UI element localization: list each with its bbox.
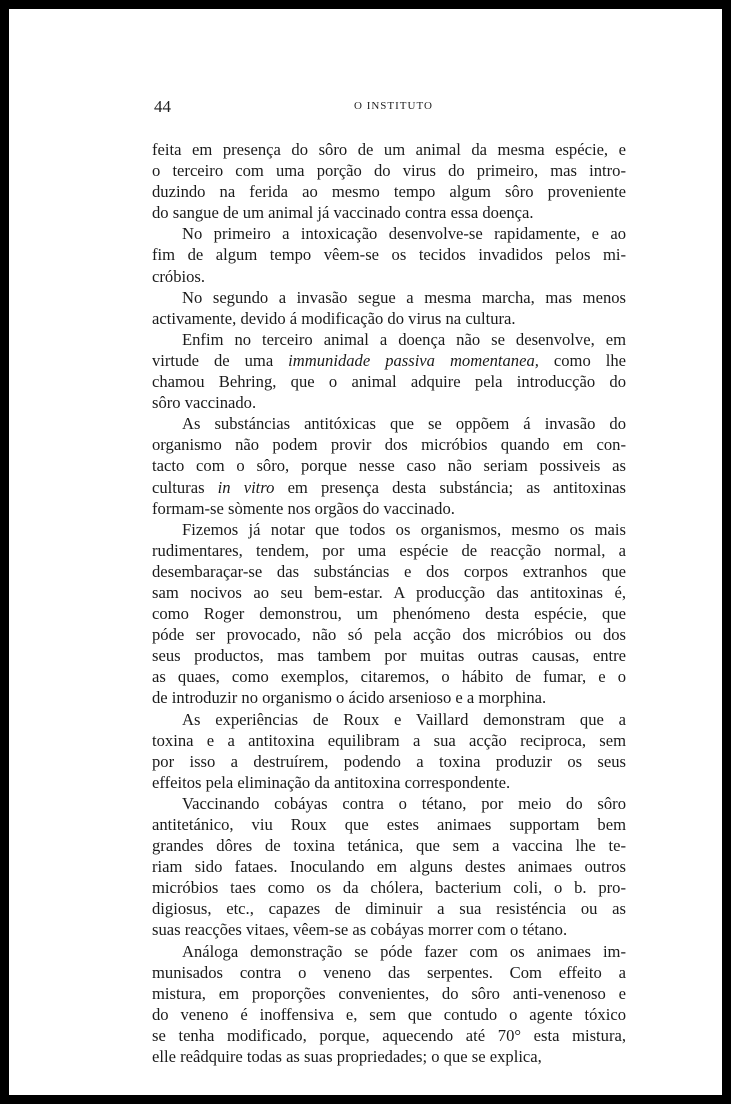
text-line [152, 877, 626, 898]
text-run: effeitos pela eliminação da antitoxina correspondente. [152, 772, 511, 792]
text-run: grandes dôres de toxina tetánica, que sem a vaccina lhe te- [152, 836, 626, 856]
running-head: O INSTITUTO [354, 100, 433, 112]
text-run: riam sido fataes. Inoculando em alguns destes animaes outros [152, 857, 626, 877]
text-run: de introduzir no organismo o ácido arsenioso e a morphina. [152, 688, 547, 708]
text-run: sam nocivos ao seu bem-estar. A producção das antitoxinas é, [152, 582, 626, 602]
text-line [152, 582, 626, 603]
text-run: fim de algum tempo vêem-se os tecidos invadidos pelos mi- [152, 245, 626, 265]
text-line [152, 645, 626, 666]
text-run: Vaccinando cobáyas contra o tétano, por meio do sôro [182, 793, 626, 813]
text-line [152, 751, 626, 772]
text-run: Fizemos já notar que todos os organismos, mesmo os mais [182, 519, 626, 539]
text-run: munisados contra o veneno das serpentes. Com effeito a [152, 962, 626, 982]
text-run: suas reacções vitaes, vêem-se as cobáyas morrer com o tétano. [152, 920, 568, 940]
text-run: as quaes, como exemplos, citaremos, o hábito de fumar, e o [152, 667, 626, 687]
text-run: feita em presença do sôro de um animal da mesma espécie, e [152, 140, 626, 159]
text-run: seus productos, mas tambem por muitas outras causas, entre [152, 646, 626, 666]
text-run: Análoga demonstração se póde fazer com os animaes im- [182, 941, 626, 961]
text-line [152, 687, 626, 708]
text-run: como Roger demonstrou, um phenómeno desta espécie, que [152, 604, 626, 624]
text-run: digiosus, etc., capazes de diminuir a sua resisténcia ou as [152, 899, 626, 919]
text-run: Enfim no terceiro animal a doença não se desenvolve, em [182, 329, 626, 349]
text-line [152, 455, 626, 476]
text-line [152, 1025, 626, 1046]
text-run: do sangue de um animal já vaccinado contra essa doença. [152, 203, 534, 223]
text-line [152, 139, 626, 160]
text-line [152, 814, 626, 835]
text-line [152, 624, 626, 645]
text-run: No primeiro a intoxicação desenvolve-se rapidamente, e ao [182, 224, 626, 244]
text-run: As substáncias antitóxicas que se oppõem á invasão do [182, 414, 626, 434]
text-run: póde ser provocado, não só pela acção dos micróbios ou dos [152, 625, 626, 645]
text-run: formam-se sòmente nos orgãos do vaccinado. [152, 498, 455, 518]
text-run: do veneno é inoffensiva e, sem que contudo o agente tóxico [152, 1004, 626, 1024]
text-run: toxina e a antitoxina equilibram a sua acção reciproca, sem [152, 730, 626, 750]
text-line [152, 730, 626, 751]
text-line [152, 983, 626, 1004]
text-run: As experiências de Roux e Vaillard demonstram que a [182, 709, 626, 729]
text-line [152, 392, 626, 413]
text-run: cróbios. [152, 266, 205, 286]
text-line [152, 835, 626, 856]
text-run: em presença desta substáncia; as antitoxinas [274, 477, 626, 497]
text-run: activamente, devido á modificação do virus na cultura. [152, 308, 516, 328]
text-run: mistura, em proporções convenientes, do sôro anti-venenoso e [152, 983, 626, 1003]
text-line [152, 709, 626, 730]
text-run: organismo não podem provir dos micróbios quando em con- [152, 435, 626, 455]
text-line [152, 962, 626, 983]
text-line [152, 919, 626, 940]
text-run: elle reâdquire todas as suas propriedades; o que se explica, [152, 1047, 542, 1067]
text-line [152, 160, 626, 181]
text-run: tacto com o sôro, porque nesse caso não seriam possiveis as [152, 456, 626, 476]
page-number: 44 [154, 97, 171, 116]
text-line [152, 666, 626, 687]
text-line [152, 793, 626, 814]
text-line [152, 244, 626, 265]
text-run: micróbios taes como os da chólera, bacterium coli, o b. pro- [152, 878, 626, 898]
text-line [152, 287, 626, 308]
text-line [152, 519, 626, 540]
text-run: se tenha modificado, porque, aquecendo até 70° esta mistura, [152, 1025, 626, 1045]
text-run: sôro vaccinado. [152, 393, 257, 413]
book-page [9, 9, 722, 1095]
text-run: rudimentares, tendem, por uma espécie de reacção normal, a [152, 540, 626, 560]
text-line [152, 434, 626, 455]
text-line [152, 181, 626, 202]
text-line [152, 266, 626, 287]
text-run: por isso a destruírem, podendo a toxina produzir os seus [152, 751, 626, 771]
text-run: virtude de uma [152, 350, 289, 370]
text-line [152, 350, 626, 371]
text-run: No segundo a invasão segue a mesma marcha, mas menos [182, 287, 626, 307]
text-line [152, 856, 626, 877]
text-line [152, 223, 626, 244]
text-run: o terceiro com uma porção do virus do primeiro, mas intro- [152, 161, 626, 181]
text-run: chamou Behring, que o animal adquire pela introducção do [152, 372, 626, 392]
text-line [152, 413, 626, 434]
text-run: culturas [152, 477, 218, 497]
body-text [152, 139, 626, 1067]
text-line [152, 477, 626, 498]
text-line [152, 329, 626, 350]
page-header [154, 97, 634, 125]
text-line [152, 202, 626, 223]
text-line [152, 371, 626, 392]
text-line [152, 540, 626, 561]
text-run: antitetánico, viu Roux que estes animaes supportam bem [152, 815, 626, 834]
text-line [152, 308, 626, 329]
text-line [152, 941, 626, 962]
text-line [152, 603, 626, 624]
text-line [152, 1004, 626, 1025]
text-run: duzindo na ferida ao mesmo tempo algum sôro proveniente [152, 182, 626, 202]
text-line [152, 498, 626, 519]
text-run: como lhe [538, 350, 626, 370]
italic-text: immunidade passiva momentanea, [288, 350, 539, 370]
text-run: desembaraçar-se das substáncias e dos corpos extranhos que [152, 561, 626, 581]
text-line [152, 561, 626, 582]
italic-text: in vitro [217, 477, 275, 497]
text-line [152, 898, 626, 919]
text-line [152, 772, 626, 793]
text-line [152, 1046, 626, 1067]
